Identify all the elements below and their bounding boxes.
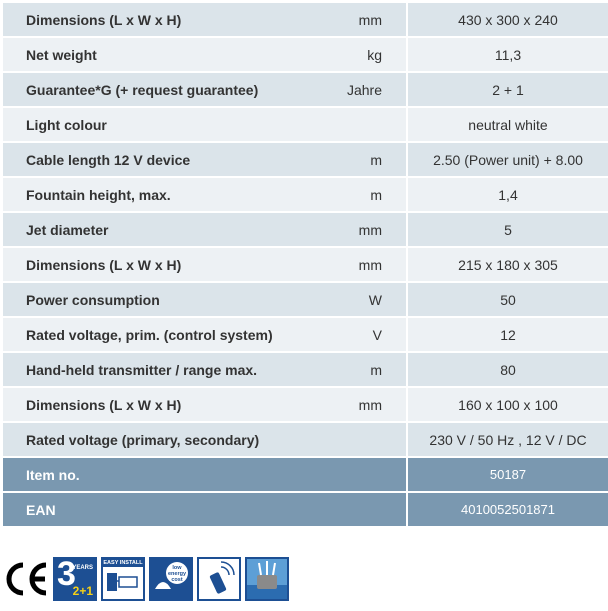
row-unit: mm <box>358 396 382 413</box>
row-unit: mm <box>358 11 382 28</box>
table-row <box>3 73 608 106</box>
row-label: Net weight <box>26 46 97 63</box>
row-label: Item no. <box>26 466 80 483</box>
row-value: 160 x 100 x 100 <box>408 388 608 421</box>
table-row <box>3 248 608 281</box>
table-row <box>3 388 608 421</box>
row-value: 215 x 180 x 305 <box>408 248 608 281</box>
table-row-ean <box>3 493 608 526</box>
row-value: 80 <box>408 353 608 386</box>
table-row-item-no <box>3 458 608 491</box>
table-row <box>3 143 608 176</box>
certification-icons <box>3 557 293 601</box>
row-unit: kg <box>367 46 382 63</box>
table-row <box>3 353 608 386</box>
table-row <box>3 3 608 36</box>
table-row <box>3 38 608 71</box>
row-unit: W <box>368 291 382 308</box>
row-unit: m <box>370 151 382 168</box>
row-unit: mm <box>358 256 382 273</box>
row-label: Dimensions (L x W x H) <box>26 11 182 28</box>
row-value: 12 <box>408 318 608 351</box>
row-value: neutral white <box>408 108 608 141</box>
row-value: 230 V / 50 Hz , 12 V / DC <box>408 423 608 456</box>
easy-install-icon: EASY INSTALL <box>101 557 145 601</box>
row-label: Rated voltage (primary, secondary) <box>26 431 260 448</box>
table-row <box>3 178 608 211</box>
spec-table <box>3 3 608 528</box>
row-value: 2.50 (Power unit) + 8.00 <box>408 143 608 176</box>
table-row <box>3 318 608 351</box>
table-row <box>3 213 608 246</box>
row-value: 50187 <box>408 458 608 491</box>
table-row <box>3 283 608 316</box>
row-label: EAN <box>26 501 56 518</box>
row-label: Hand-held transmitter / range max. <box>26 361 258 378</box>
fountain-light-icon <box>245 557 289 601</box>
row-unit: Jahre <box>346 81 382 98</box>
low-energy-cost-icon: low energy cost <box>149 557 193 601</box>
row-unit: mm <box>358 221 382 238</box>
ce-mark-icon <box>3 557 49 601</box>
row-label: Power consumption <box>26 291 160 308</box>
row-value: 1,4 <box>408 178 608 211</box>
row-label: Rated voltage, prim. (control system) <box>26 326 273 343</box>
row-label: Jet diameter <box>26 221 109 238</box>
row-unit: V <box>372 326 382 343</box>
table-row <box>3 108 608 141</box>
row-value: 4010052501871 <box>408 493 608 526</box>
row-unit: m <box>370 361 382 378</box>
row-label: Light colour <box>26 116 107 133</box>
table-row <box>3 423 608 456</box>
row-label: Guarantee*G (+ request guarantee) <box>26 81 259 98</box>
remote-control-icon <box>197 557 241 601</box>
guarantee-3-years-icon: 3 YEARS 2+1 <box>53 557 97 601</box>
row-label: Cable length 12 V device <box>26 151 191 168</box>
row-value: 11,3 <box>408 38 608 71</box>
row-label: Dimensions (L x W x H) <box>26 256 182 273</box>
row-value: 2 + 1 <box>408 73 608 106</box>
row-unit: m <box>370 186 382 203</box>
row-value: 430 x 300 x 240 <box>408 3 608 36</box>
row-label: Fountain height, max. <box>26 186 171 203</box>
row-value: 50 <box>408 283 608 316</box>
row-value: 5 <box>408 213 608 246</box>
row-label: Dimensions (L x W x H) <box>26 396 182 413</box>
